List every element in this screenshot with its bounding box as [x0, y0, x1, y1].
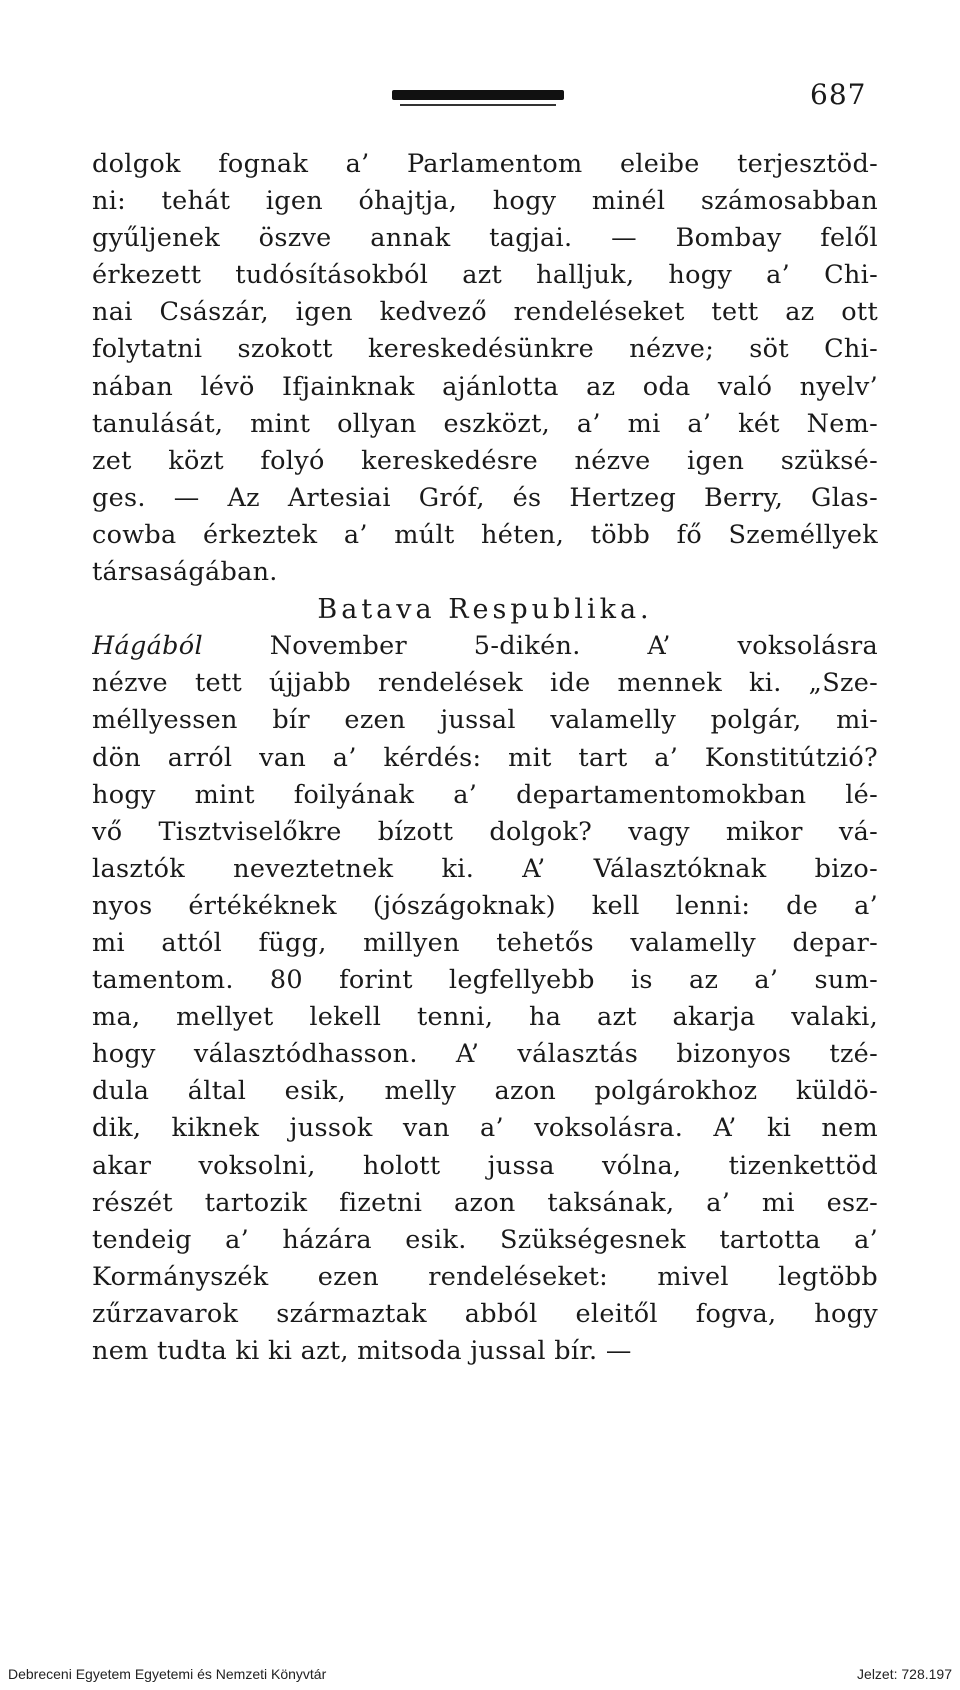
- text-line: gyűljenek öszve annak tagjai. — Bombay felől: [92, 223, 878, 254]
- text-line: lasztók neveztetnek ki. A’ Választóknak bizo-: [92, 853, 878, 884]
- text-line: társaságában.: [92, 557, 278, 588]
- text-line: folytatni szokott kereskedésünkre nézve; söt Chi-: [92, 334, 878, 365]
- text-line: zűrzavarok származtak abból eleitől fogva, hogy: [92, 1298, 878, 1329]
- text-line: akar voksolni, holott jussa vólna, tizenkettöd: [92, 1150, 878, 1181]
- text-line: méllyessen bír ezen jussal valamelly polgár, mi-: [92, 705, 878, 736]
- text-line: tamentom. 80 forint legfellyebb is az a’ sum-: [92, 965, 878, 996]
- dateline: [92, 628, 878, 665]
- text-line: nában lévö Ifjainknak ajánlotta az oda való nyelv’: [92, 371, 878, 402]
- text-line: dik, kiknek jussok van a’ voksolásra. A’ ki nem: [92, 1113, 878, 1144]
- section-heading: Batava Respublika.: [317, 594, 653, 626]
- text-line: dolgok fognak a’ Parlamentom eleibe terjesztöd-: [92, 149, 878, 179]
- text-line: nem tudta ki ki azt, mitsoda jussal bír. —: [92, 1336, 632, 1366]
- header-rule: [392, 90, 564, 100]
- text-line: nézve tett újjabb rendelések ide mennek ki. „Sze-: [92, 668, 878, 699]
- text-line: tanulását, mint ollyan eszközt, a’ mi a’ két Nem-: [92, 408, 878, 439]
- text-line: ges. — Az Artesiai Gróf, és Hertzeg Berry, Glas-: [92, 482, 878, 513]
- text-line: hogy mint foilyának a’ departamentomokban lé-: [92, 779, 878, 810]
- text-line: ni: tehát igen óhajtja, hogy minél számosabban: [92, 186, 878, 217]
- text-line: dön arról van a’ kérdés: mit tart a’ Konstitútzió?: [92, 742, 878, 773]
- text-line: mi attól függ, millyen tehetős valamelly depar-: [92, 927, 878, 958]
- page-number: 687: [810, 78, 867, 111]
- text-line: érkezett tudósításokból azt halljuk, hogy a’ Chi-: [92, 260, 878, 291]
- text-line: hogy választódhasson. A’ választás bizonyos tzé-: [92, 1039, 878, 1070]
- text-line: ma, mellyet lekell tenni, ha azt akarja valaki,: [92, 1002, 878, 1033]
- dateline-text: November 5-dikén. A’ voksolásra: [269, 631, 878, 662]
- text-line: cowba érkeztek a’ múlt héten, több fő Személlyek: [92, 519, 878, 550]
- text-line: tendeig a’ házára esik. Szükségesnek tartotta a’: [92, 1224, 878, 1255]
- text-line: dula által esik, melly azon polgárokhoz küldö-: [92, 1076, 878, 1107]
- text-line: zet közt folyó kereskedésre nézve igen szüksé-: [92, 445, 878, 476]
- text-line: vő Tisztviselőkre bízott dolgok? vagy mikor vá-: [92, 816, 878, 847]
- body-text: [92, 146, 878, 1370]
- text-line: nai Császár, igen kedvező rendeléseket tett az ott: [92, 297, 878, 328]
- header-rule-thin: [400, 104, 556, 106]
- library-credit: Debreceni Egyetem Egyetemi és Nemzeti Könyvtár: [8, 1666, 327, 1682]
- text-line: részét tartozik fizetni azon taksának, a’ mi esz-: [92, 1187, 878, 1218]
- place-name: Hágából: [92, 631, 203, 662]
- text-line: Kormányszék ezen rendeléseket: mivel legtöbb: [92, 1261, 878, 1292]
- shelfmark: Jelzet: 728.197: [857, 1666, 952, 1682]
- text-line: nyos értékéknek (jószágoknak) kell lenni: de a’: [92, 890, 878, 921]
